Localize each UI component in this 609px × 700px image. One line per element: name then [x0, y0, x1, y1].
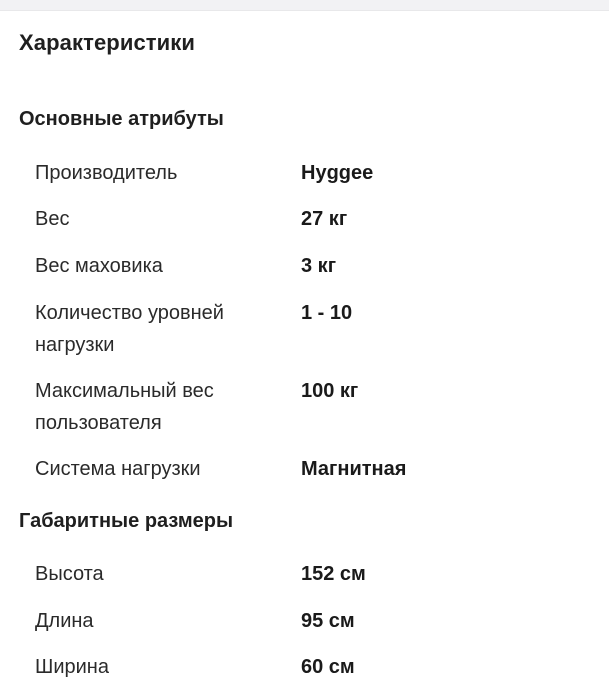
spec-value: 27 кг [301, 208, 348, 230]
top-bar [0, 0, 609, 11]
spec-value: 60 см [301, 656, 355, 678]
page-title: Характеристики [19, 30, 196, 55]
spec-label: Вес [35, 208, 70, 230]
spec-label: Длина [35, 610, 94, 632]
spec-value: 1 - 10 [301, 302, 353, 324]
spec-label: Вес маховика [35, 255, 163, 277]
section-title-dimensions: Габаритные размеры [19, 510, 234, 532]
spec-value: 95 см [301, 610, 355, 632]
spec-label: Максимальный вес пользователя [35, 380, 214, 434]
spec-label: Высота [35, 563, 104, 585]
spec-label: Количество уровней нагрузки [35, 302, 224, 356]
spec-value: 152 см [301, 563, 366, 585]
spec-label: Ширина [35, 656, 109, 678]
spec-label: Производитель [35, 162, 178, 184]
section-title-main-attributes: Основные атрибуты [19, 108, 224, 130]
spec-value: 3 кг [301, 255, 337, 277]
spec-value: Магнитная [301, 458, 407, 480]
spec-label: Система нагрузки [35, 458, 201, 480]
spec-value: 100 кг [301, 380, 359, 402]
spec-value: Hyggee [301, 162, 374, 184]
